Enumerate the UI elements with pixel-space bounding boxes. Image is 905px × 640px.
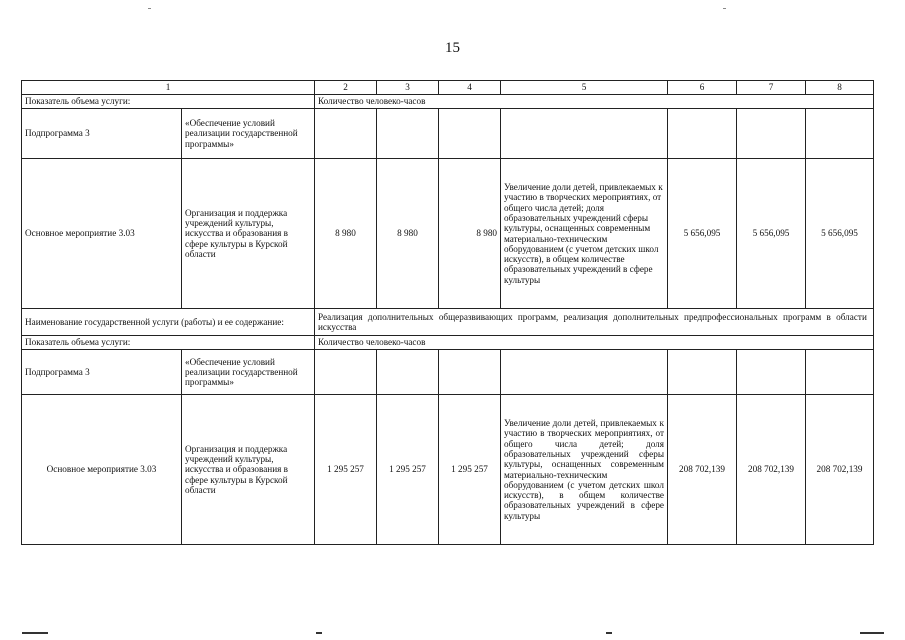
- empty-cell: [737, 350, 806, 395]
- empty-cell: [501, 350, 668, 395]
- empty-cell: [315, 350, 377, 395]
- main-activity-row: [22, 395, 874, 545]
- empty-cell: [668, 350, 737, 395]
- scan-edge-mark: [606, 632, 612, 634]
- scan-speck: [723, 8, 726, 9]
- scan-edge-mark: [22, 632, 48, 634]
- value-col-8: 208 702,139: [806, 395, 874, 545]
- empty-cell: [315, 109, 377, 159]
- value-col-2: 8 980: [315, 159, 377, 309]
- service-name-row: [22, 309, 874, 336]
- subprogram-row: [22, 350, 874, 395]
- service-name-label: Наименование государственной услуги (работы) и ее содержание:: [22, 309, 315, 336]
- scan-edge-mark: [316, 632, 322, 634]
- value-col-3: 8 980: [377, 159, 439, 309]
- value-col-8: 5 656,095: [806, 159, 874, 309]
- subprogram-row: [22, 109, 874, 159]
- header-col-1: 1: [22, 81, 315, 95]
- main-activity-desc: Организация и поддержка учреждений культуры, искусства и образования в сфере культуры в Курской области: [182, 395, 315, 545]
- indicator-row: [22, 95, 874, 109]
- empty-cell: [806, 350, 874, 395]
- empty-cell: [668, 109, 737, 159]
- empty-cell: [501, 109, 668, 159]
- empty-cell: [377, 109, 439, 159]
- service-name-value: Реализация дополнительных общеразвивающих программ, реализация дополнительных предпрофессиональных программ в области искусства: [315, 309, 874, 336]
- page-number: 15: [445, 40, 460, 56]
- empty-cell: [439, 350, 501, 395]
- indicator-value: Количество человеко-часов: [315, 336, 874, 350]
- indicator-value: Количество человеко-часов: [315, 95, 874, 109]
- value-col-3: 1 295 257: [377, 395, 439, 545]
- subprogram-label: Подпрограмма 3: [22, 109, 182, 159]
- value-col-4: 8 980: [439, 159, 501, 309]
- main-activity-row: [22, 159, 874, 309]
- header-col-2: 2: [315, 81, 377, 95]
- subprogram-label: Подпрограмма 3: [22, 350, 182, 395]
- header-col-8: 8: [806, 81, 874, 95]
- header-col-7: 7: [737, 81, 806, 95]
- header-col-3: 3: [377, 81, 439, 95]
- empty-cell: [737, 109, 806, 159]
- value-col-7: 208 702,139: [737, 395, 806, 545]
- empty-cell: [806, 109, 874, 159]
- empty-cell: [377, 350, 439, 395]
- scan-edge-mark: [860, 632, 884, 634]
- header-col-5: 5: [501, 81, 668, 95]
- indicator-row: [22, 336, 874, 350]
- indicator-text: Увеличение доли детей, привлекаемых к участию в творческих мероприятиях, от общего числа детей; доля образовательных учреждений сферы культуры, оснащенных современным материально-техническим оборудованием (с учетом детских школ искусств), в общем количестве образовательных учреждений в сфере культуры: [501, 395, 668, 545]
- header-col-4: 4: [439, 81, 501, 95]
- main-activity-label: Основное мероприятие 3.03: [22, 159, 182, 309]
- value-col-2: 1 295 257: [315, 395, 377, 545]
- subprogram-desc: «Обеспечение условий реализации государственной программы»: [182, 350, 315, 395]
- header-col-6: 6: [668, 81, 737, 95]
- empty-cell: [439, 109, 501, 159]
- value-col-6: 208 702,139: [668, 395, 737, 545]
- header-row: [22, 81, 874, 95]
- indicator-label: Показатель объема услуги:: [22, 336, 315, 350]
- value-col-6: 5 656,095: [668, 159, 737, 309]
- main-activity-desc: Организация и поддержка учреждений культуры, искусства и образования в сфере культуры в Курской области: [182, 159, 315, 309]
- report-table: [21, 80, 874, 545]
- main-activity-label: Основное мероприятие 3.03: [22, 395, 182, 545]
- indicator-text: Увеличение доли детей, привлекаемых к участию в творческих мероприятиях, от общего числа детей; доля образовательных учреждений сферы культуры, оснащенных современным материально-техническим оборудованием (с учетом детских школ искусств), в общем количестве образовательных учреждений в сфере культуры: [501, 159, 668, 309]
- scan-speck: [148, 8, 151, 9]
- value-col-4: 1 295 257: [439, 395, 501, 545]
- subprogram-desc: «Обеспечение условий реализации государственной программы»: [182, 109, 315, 159]
- indicator-label: Показатель объема услуги:: [22, 95, 315, 109]
- value-col-7: 5 656,095: [737, 159, 806, 309]
